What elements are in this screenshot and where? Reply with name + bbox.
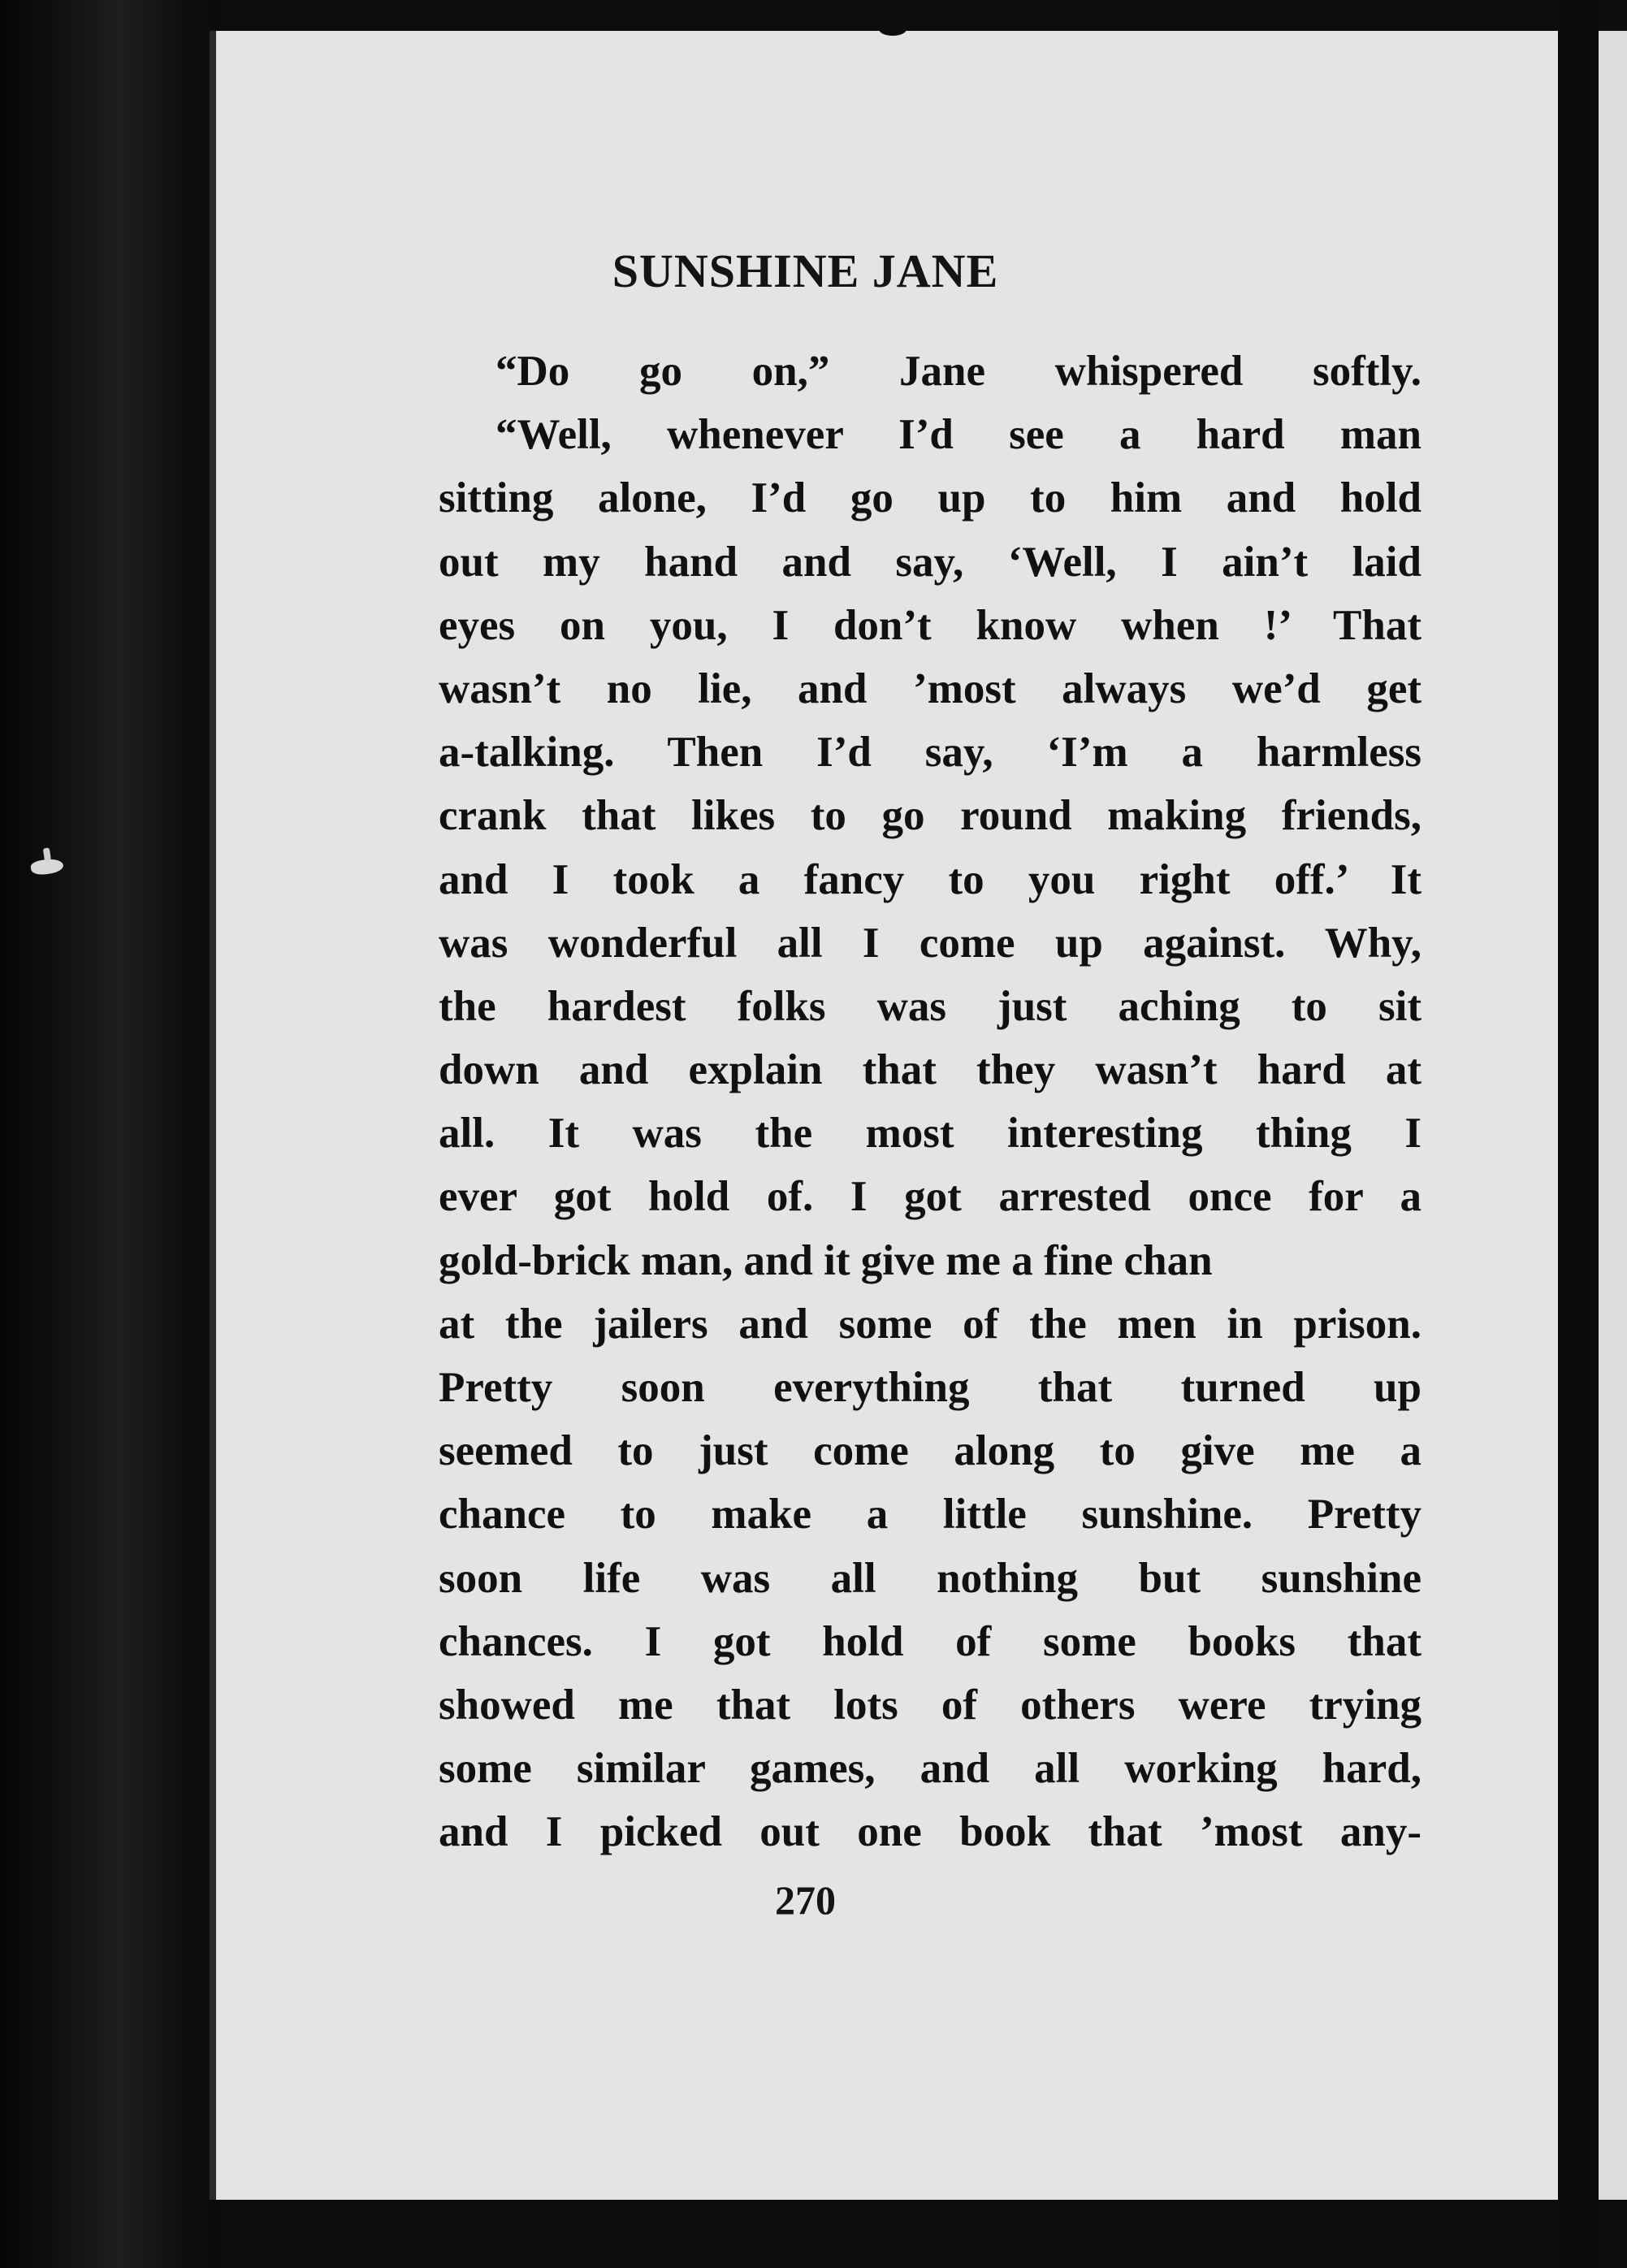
text-line: chance to make a little sunshine. Pretty xyxy=(439,1491,1421,1539)
text-line: at the jailers and some of the men in prison. xyxy=(439,1300,1421,1348)
text-line: eyes on you, I don’t know when !’ That xyxy=(439,601,1421,649)
text-line: crank that likes to go round making friends, xyxy=(439,792,1421,840)
body-text xyxy=(439,340,1421,1864)
book-spine-edge xyxy=(0,0,219,2268)
text-line: and I took a fancy to you right off.’ It xyxy=(439,855,1421,903)
text-line: showed me that lots of others were trying xyxy=(439,1681,1421,1729)
text-line: a-talking. Then I’d say, ‘I’m a harmless xyxy=(439,729,1421,777)
text-line: wasn’t no lie, and ’most always we’d get xyxy=(439,664,1421,712)
page-gutter xyxy=(1558,0,1599,2268)
text-line: all. It was the most interesting thing I xyxy=(439,1110,1421,1158)
text-line: and I picked out one book that ’most any- xyxy=(439,1808,1421,1856)
edge-blemish xyxy=(30,857,64,876)
text-line: soon life was all nothing but sunshine xyxy=(439,1554,1421,1602)
running-head: SUNSHINE JANE xyxy=(612,245,999,297)
text-line: chances. I got hold of some books that xyxy=(439,1617,1421,1665)
text-line: seemed to just come along to give me a xyxy=(439,1427,1421,1475)
text-line: the hardest folks was just aching to sit xyxy=(439,982,1421,1030)
adjacent-page-edge xyxy=(1599,31,1627,2200)
text-line: ever got hold of. I got arrested once for a xyxy=(439,1173,1421,1221)
text-line: sitting alone, I’d go up to him and hold xyxy=(439,474,1421,522)
page-number: 270 xyxy=(775,1877,836,1923)
page-notch xyxy=(879,23,907,36)
text-line: “Well, whenever I’d see a hard man xyxy=(495,411,1421,459)
text-line: Pretty soon everything that turned up xyxy=(439,1364,1421,1411)
text-line: “Do go on,” Jane whispered softly. xyxy=(495,348,1421,395)
text-line: out my hand and say, ‘Well, I ain’t laid xyxy=(439,538,1421,586)
text-line: down and explain that they wasn’t hard at xyxy=(439,1046,1421,1094)
text-line: gold-brick man, and it give me a fine chan xyxy=(439,1236,1213,1284)
text-line: was wonderful all I come up against. Why, xyxy=(439,919,1421,967)
text-line: some similar games, and all working hard, xyxy=(439,1745,1421,1793)
